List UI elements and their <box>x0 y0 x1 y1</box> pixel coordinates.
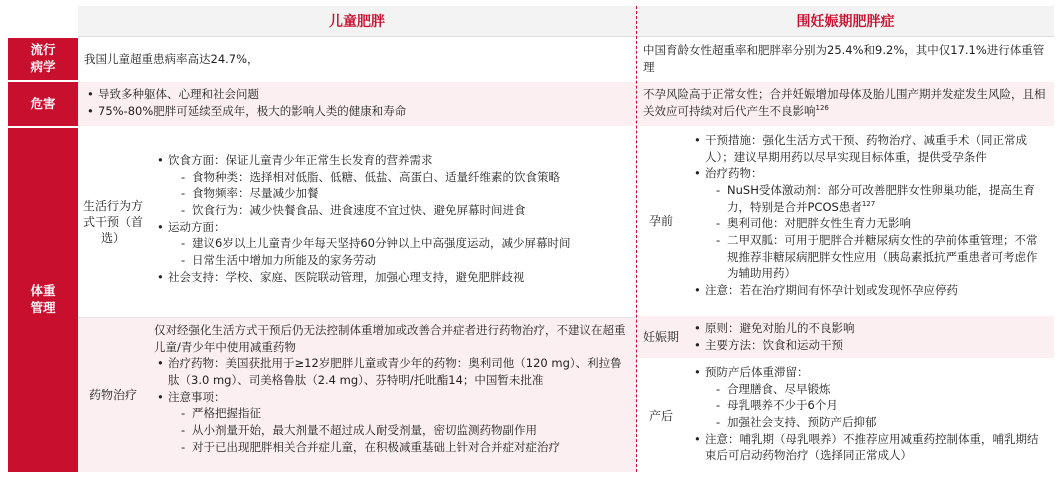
post-title: 预防产后体重滞留： <box>705 365 809 379</box>
header-pregnancy: 围妊娠期肥胖症 <box>637 6 1054 37</box>
child-epi: 我国儿童超重患病率高达24.7%， <box>84 51 259 66</box>
post-item: - 加强社会支持、预防产后抑郁 <box>727 414 1048 431</box>
note-item: - 从小剂量开始，最大剂量不超过成人耐受剂量，密切监测药物副作用 <box>192 422 630 439</box>
drug-list: • 治疗药物：美国获批用于≥12岁肥胖儿童或青少年的药物：奥利司他（120 mg）、利拉鲁肽（3.0 mg）、司美格鲁肽（2.4 mg）、芬特明/托吡酯14；中国暂未批准 <box>168 355 630 388</box>
pre-drug-2: - 奥利司他：对肥胖女性生育力无影响 <box>727 215 1048 232</box>
pre-note: • 注意：若在治疗期间有怀孕计划或发现怀孕应停药 <box>705 282 1048 299</box>
sport-title: 运动方面： <box>168 219 226 234</box>
child-harm-item: • 导致多种躯体、心理和社会问题 <box>98 86 630 103</box>
pre-drug-1: NuSH受体激动剂：部分可改善肥胖女性卵巢功能，提高生育力，特别是合并PCOS患者 <box>727 183 1035 214</box>
pre-drug-1-ref: 127 <box>861 199 876 208</box>
section-harm: 危害 <box>8 82 78 126</box>
child-harm <box>78 82 636 126</box>
notes-title: 注意事项： <box>168 389 226 404</box>
post-note: • 注意：哺乳期（母乳喂养）不推荐应用减重药控制体重，哺乳期结束后可启动药物治疗（选择同正常成人） <box>705 431 1048 464</box>
header-child: 儿童肥胖 <box>78 6 636 37</box>
pre-drug-title: 治疗药物： <box>705 166 763 181</box>
preg-pre <box>685 128 1054 314</box>
child-lifestyle-label <box>78 128 148 316</box>
social-support: • 社会支持：学校、家庭、医院联动管理，加强心理支持，避免肥胖歧视 <box>168 269 630 286</box>
child-lifestyle-label-text: 生活行为方式干预（首选） <box>83 198 144 246</box>
diet-item: - 食物频率：尽量减少加餐 <box>192 185 630 202</box>
pre-drug-3: - 二甲双胍：可用于肥胖合并糖尿病女性的孕前体重管理；不常规推荐非糖尿病肥胖女性应用（胰岛素抵抗严重患者可考虑作为辅助用药） <box>727 232 1048 282</box>
note-item: - 严格把握指征 <box>192 405 630 422</box>
child-harm-item: • 75%-80%肥胖可延续至成年，极大的影响人类的健康和寿命 <box>98 103 630 120</box>
preg-harm-text: 不孕风险高于正常女性；合并妊娠增加母体及胎儿围产期并发症发生风险，且相关效应可持续对后代产生不良影响 <box>643 87 1046 118</box>
child-drug <box>148 318 636 472</box>
child-drug-label: 药物治疗 <box>78 318 148 472</box>
diet-item: - 食物种类：选择相对低脂、低糖、低盐、高蛋白、适量纤维素的饮食策略 <box>192 169 630 186</box>
preg-harm-ref: 126 <box>815 103 829 112</box>
comparison-table <box>8 6 1054 472</box>
section-weight-label: 体重管理 <box>30 283 56 315</box>
diet-item: - 饮食行为：减少快餐食品、进食速度不宜过快、避免屏幕时间进食 <box>192 202 630 219</box>
during-item: • 主要方法：饮食和运动干预 <box>705 337 1048 354</box>
post-item: - 母乳喂养不少于6个月 <box>727 397 1048 414</box>
diet-title: 饮食方面：保证儿童青少年正常生长发育的营养需求 <box>168 153 433 167</box>
post-item: - 合理膳食、尽早锻炼 <box>727 381 1048 398</box>
preg-during <box>685 316 1054 358</box>
preg-pre-label: 孕前 <box>648 213 673 228</box>
preg-during-label: 妊娠期 <box>637 316 685 358</box>
preg-harm <box>637 82 1054 126</box>
sport-item: - 日常生活中增加力所能及的家务劳动 <box>192 252 630 269</box>
drug-intro: 仅对经强化生活方式干预后仍无法控制体重增加或改善合并症者进行药物治疗，不建议在超重儿童/青少年中使用减重药物 <box>154 323 626 354</box>
during-item: • 原则：避免对胎儿的不良影响 <box>705 320 1048 337</box>
child-lifestyle <box>148 150 636 316</box>
sport-item: - 建议6岁以上儿童青少年每天坚持60分钟以上中高强度运动，减少屏幕时间 <box>192 235 630 252</box>
section-epi-label: 流行病学 <box>30 42 56 74</box>
pre-measures: • 干预措施：强化生活方式干预、药物治疗、减重手术（同正常成人）；建议早期用药以尽早实现目标体重，提供受孕条件 <box>705 132 1048 165</box>
preg-post-label: 产后 <box>648 408 673 423</box>
preg-post <box>685 360 1054 472</box>
section-weight-management <box>8 128 78 472</box>
preg-epi: 中国育龄女性超重率和肥胖率分别为25.4%和9.2%，其中仅17.1%进行体重管理 <box>643 43 1045 74</box>
section-epidemiology <box>8 38 78 80</box>
note-item: - 对于已出现肥胖相关合并症儿童，在积极减重基础上针对合并症对症治疗 <box>192 439 630 456</box>
